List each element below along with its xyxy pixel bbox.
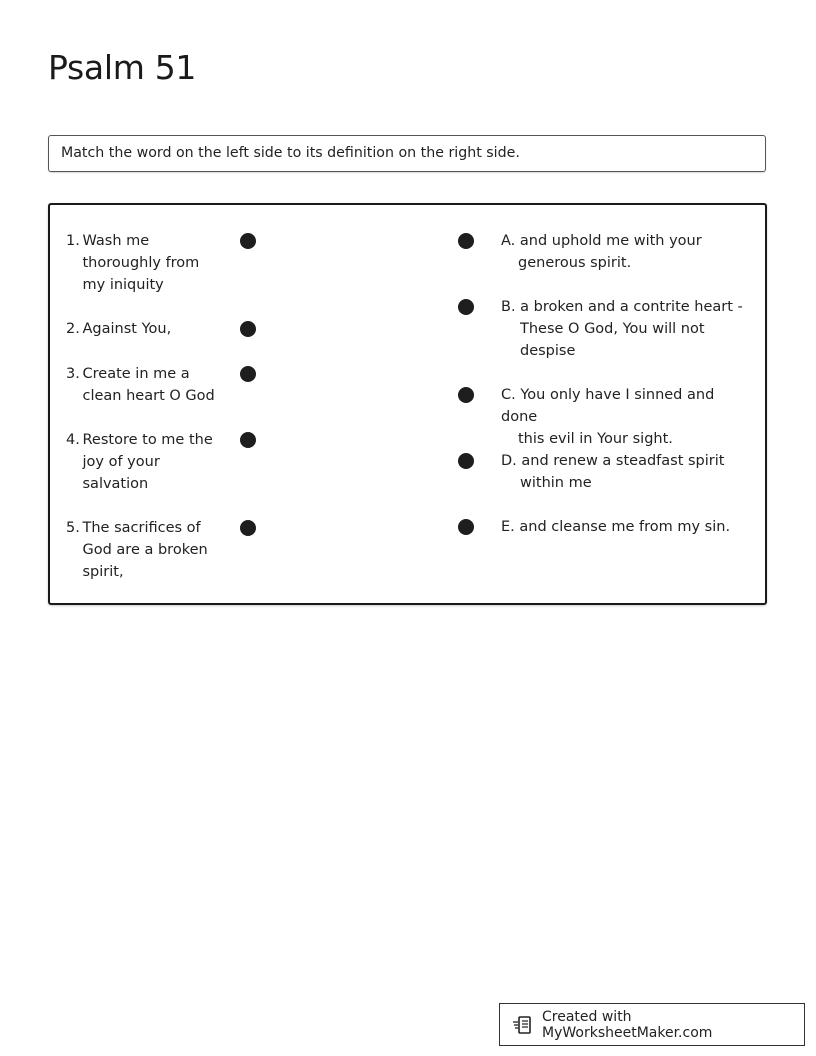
item-text-line: thoroughly from [82,255,200,271]
left-match-dot-3[interactable] [240,366,256,382]
item-text-line: a broken and a contrite heart - [520,299,743,315]
footer-credit-badge[interactable] [499,1003,805,1046]
instructions-text: Match the word on the left side to its definition on the right side. [61,145,520,161]
left-item-4 [66,429,216,495]
left-match-dot-4[interactable] [240,432,256,448]
right-match-dot-b[interactable] [458,299,474,315]
footer-credit-text: Created with MyWorksheetMaker.com [542,1008,713,1041]
item-text-line: Wash me [82,233,150,249]
item-letter: C. [501,387,516,403]
right-item-a [501,230,751,274]
item-text-line: and cleanse me from my sin. [519,519,731,535]
item-text-line: Create in me a [82,366,190,382]
right-item-e [501,516,751,538]
item-text-line: my iniquity [82,277,164,293]
left-item-3 [66,363,216,407]
left-item-1 [66,230,216,296]
item-number: 3. [66,366,80,382]
instructions-box [48,135,766,172]
left-match-dot-5[interactable] [240,520,256,536]
item-text-line: You only have I sinned and done [501,387,715,425]
item-text-line: joy of your [82,454,160,470]
item-text-line: this evil in Your sight. [518,431,673,447]
item-text-line: and renew a steadfast spirit [521,453,725,469]
item-text-line: Against You, [82,321,172,337]
right-match-dot-e[interactable] [458,519,474,535]
item-number: 5. [66,520,80,536]
item-text-line: The sacrifices of [82,520,201,536]
right-match-dot-c[interactable] [458,387,474,403]
right-item-b [501,296,751,362]
item-letter: B. [501,299,516,315]
worksheet-maker-logo-icon [512,1014,534,1036]
item-letter: E. [501,519,515,535]
item-text-line: despise [520,343,576,359]
item-text-line: within me [520,475,592,491]
item-number: 4. [66,432,80,448]
item-number: 2. [66,321,80,337]
item-text-line: spirit, [82,564,124,580]
item-text-line: salvation [82,476,149,492]
item-letter: D. [501,453,517,469]
page-title: Psalm 51 [48,48,197,87]
right-item-c [501,384,751,450]
left-item-2 [66,318,216,340]
left-match-dot-2[interactable] [240,321,256,337]
item-text-line: God are a broken [82,542,208,558]
item-number: 1. [66,233,80,249]
item-text-line: generous spirit. [518,255,632,271]
item-text-line: and uphold me with your [519,233,702,249]
item-text-line: Restore to me the [82,432,213,448]
left-item-5 [66,517,216,583]
item-letter: A. [501,233,516,249]
item-text-line: These O God, You will not [520,321,705,337]
right-item-d [501,450,751,494]
item-text-line: clean heart O God [82,388,215,404]
left-match-dot-1[interactable] [240,233,256,249]
right-match-dot-a[interactable] [458,233,474,249]
right-match-dot-d[interactable] [458,453,474,469]
